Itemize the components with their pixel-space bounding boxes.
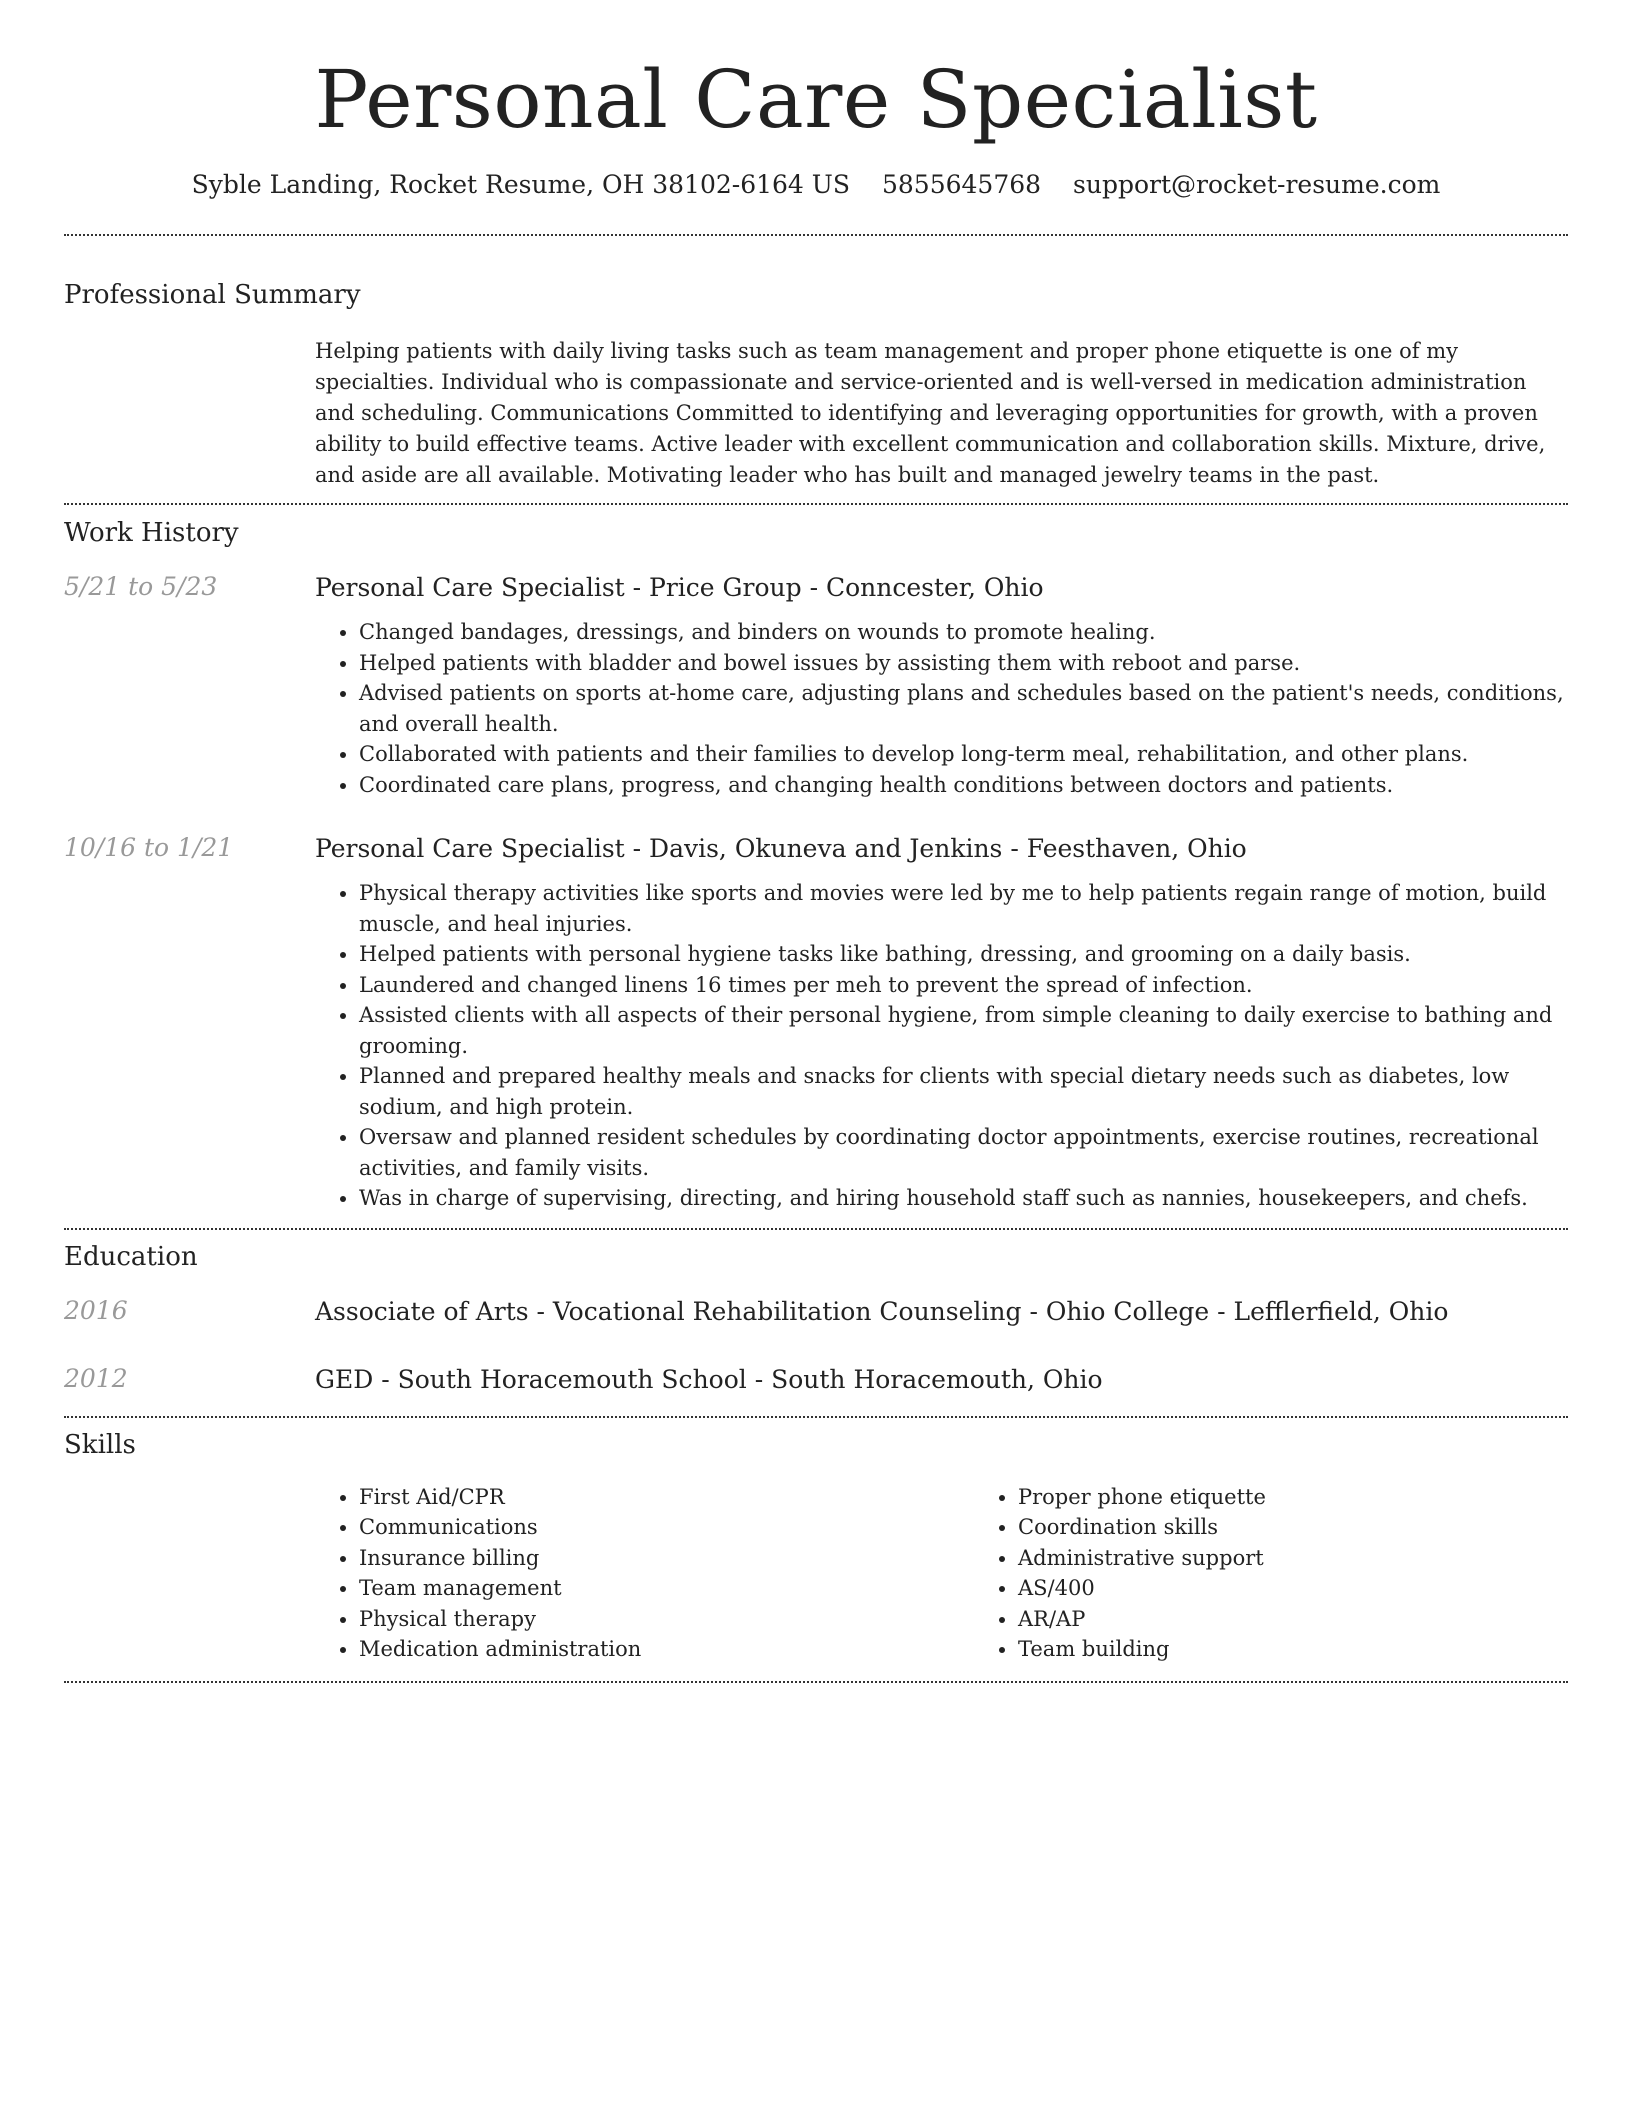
skill-item: • Physical therapy [359, 1604, 974, 1635]
skill-item: • Administrative support [1018, 1543, 1632, 1574]
list-item: • Advised patients on sports at-home care, adjusting plans and schedules based on the patient's needs, conditions, and overall health. [359, 678, 1568, 739]
skill-item: • Communications [359, 1512, 974, 1543]
contact-email: support@rocket-resume.com [1073, 170, 1441, 199]
summary-section [64, 280, 1568, 491]
skills-list-left [315, 1482, 974, 1665]
job-title: Personal Care Specialist - Davis, Okuneva and Jenkins - Feesthaven, Ohio [315, 834, 1247, 863]
divider [64, 1416, 1568, 1418]
list-item: • Changed bandages, dressings, and binders on wounds to promote healing. [359, 617, 1568, 648]
skill-item: • Team management [359, 1573, 974, 1604]
skills-grid [315, 1482, 1568, 1665]
divider [64, 1681, 1568, 1683]
section-title-summary: Professional Summary [64, 280, 361, 310]
education-section [64, 1242, 1568, 1396]
contact-line [64, 170, 1568, 199]
divider [64, 503, 1568, 505]
list-item: • Oversaw and planned resident schedules by coordinating doctor appointments, exercise routines, recreational activities, and family visits. [359, 1122, 1568, 1183]
education-year: 2012 [64, 1363, 128, 1393]
skill-item: • Proper phone etiquette [1018, 1482, 1632, 1513]
list-item: • Helped patients with bladder and bowel issues by assisting them with reboot and parse. [359, 648, 1568, 679]
skill-item: • Coordination skills [1018, 1512, 1632, 1543]
resume-name: Personal Care Specialist [314, 53, 1318, 146]
contact-address: Syble Landing, Rocket Resume, OH 38102-6164 US [191, 170, 850, 199]
job-title: Personal Care Specialist - Price Group - Conncester, Ohio [315, 573, 1044, 602]
list-item: • Planned and prepared healthy meals and snacks for clients with special dietary needs such as diabetes, low sodium, and high protein. [359, 1061, 1568, 1122]
list-item: • Helped patients with personal hygiene tasks like bathing, dressing, and grooming on a daily basis. [359, 939, 1568, 970]
section-title-education: Education [64, 1241, 198, 1272]
job-bullets [315, 617, 1568, 800]
list-item: • Assisted clients with all aspects of their personal hygiene, from simple cleaning to daily exercise to bathing and grooming. [359, 1000, 1568, 1061]
skill-item: • Medication administration [359, 1634, 974, 1665]
list-item: • Collaborated with patients and their families to develop long-term meal, rehabilitation, and other plans. [359, 739, 1568, 770]
section-title-skills: Skills [64, 1429, 136, 1460]
job-dates: 5/21 to 5/23 [64, 572, 218, 601]
divider [64, 234, 1568, 236]
education-entry [64, 1296, 1568, 1328]
education-year: 2016 [64, 1295, 128, 1325]
skill-item: • Insurance billing [359, 1543, 974, 1574]
skill-item: • Team building [1018, 1634, 1632, 1665]
job-dates: 10/16 to 1/21 [64, 833, 234, 862]
education-entry [64, 1364, 1568, 1396]
skill-item: • AR/AP [1018, 1604, 1632, 1635]
list-item: • Coordinated care plans, progress, and changing health conditions between doctors and patients. [359, 770, 1568, 801]
divider [64, 1228, 1568, 1230]
job-entry [64, 572, 1568, 800]
work-section [64, 518, 1568, 1214]
education-title: Associate of Arts - Vocational Rehabilitation Counseling - Ohio College - Lefflerfield, Ohio [315, 1296, 1449, 1326]
contact-phone: 5855645768 [881, 170, 1042, 199]
list-item: • Laundered and changed linens 16 times per meh to prevent the spread of infection. [359, 970, 1568, 1001]
skills-section [64, 1430, 1568, 1665]
job-bullets [315, 878, 1568, 1214]
skills-list-right [974, 1482, 1632, 1665]
summary-text: Helping patients with daily living tasks such as team management and proper phone etiquette is one of my specialties. Individual who is compassionate and service-oriented and is well-versed in medication administration and scheduling. Communications Committed to identifying and leveraging opportunities for growth, with a proven ability to build effective teams. Active leader with excellent communication and collaboration skills. Mixture, drive, and aside are all available. Motivating leader who has built and managed jewelry teams in the past. [315, 339, 1546, 487]
skill-item: • First Aid/CPR [359, 1482, 974, 1513]
list-item: • Was in charge of supervising, directing, and hiring household staff such as nannies, housekeepers, and chefs. [359, 1183, 1568, 1214]
job-entry [64, 833, 1568, 1214]
education-title: GED - South Horacemouth School - South Horacemouth, Ohio [315, 1364, 1103, 1394]
skill-item: • AS/400 [1018, 1573, 1632, 1604]
list-item: • Physical therapy activities like sports and movies were led by me to help patients regain range of motion, build muscle, and heal injuries. [359, 878, 1568, 939]
section-title-work: Work History [64, 518, 239, 548]
